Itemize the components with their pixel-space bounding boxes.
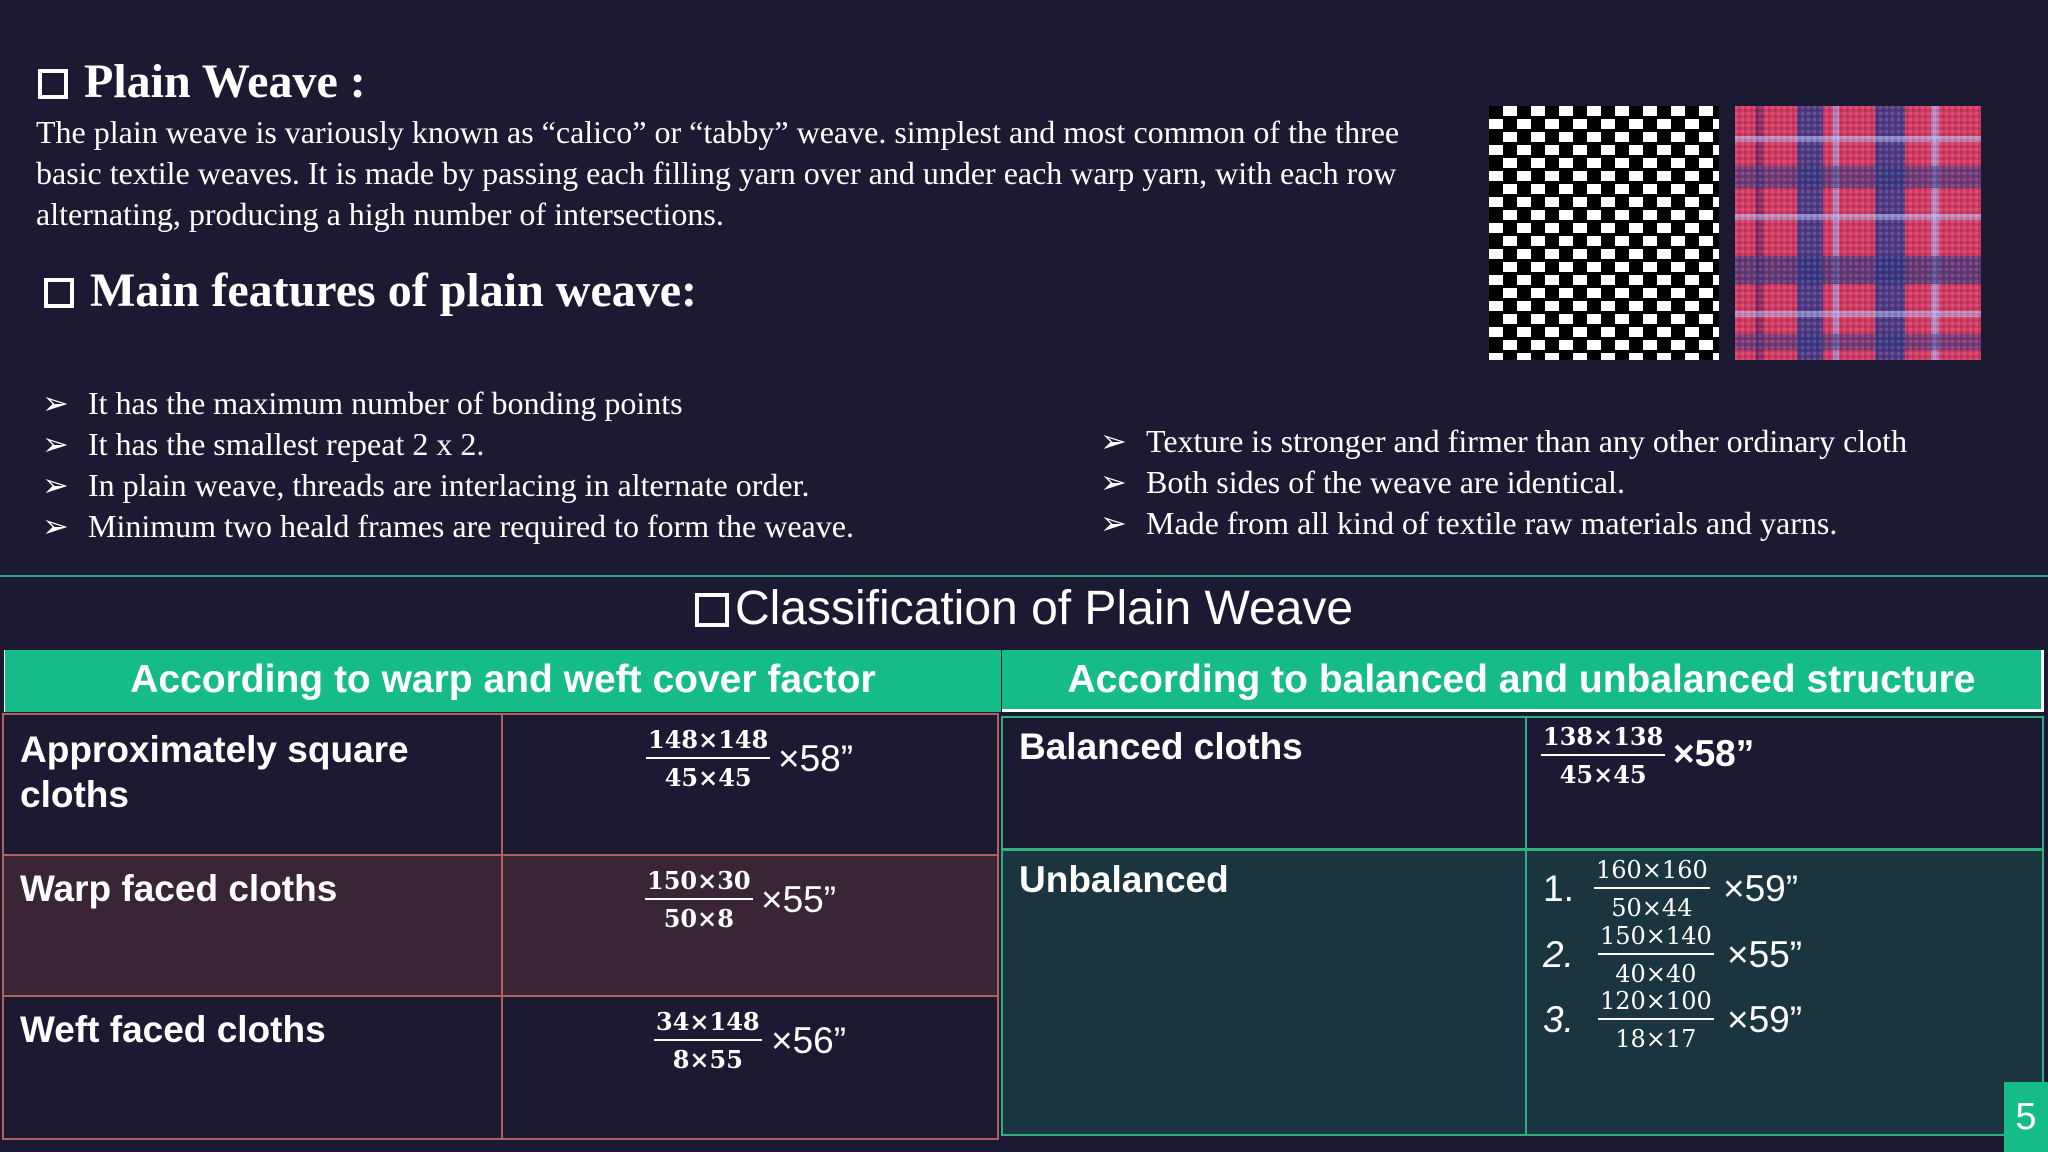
plain-weave-diagram-image	[1489, 106, 1719, 360]
arrow-bullet-icon: ➢	[1100, 423, 1127, 459]
cloth-width: ×59”	[1727, 999, 1803, 1040]
arrow-bullet-icon: ➢	[1100, 464, 1127, 500]
table-row-label-cell	[1003, 851, 1527, 1134]
classification-title: Classification of Plain Weave	[0, 580, 2048, 638]
feature-item: ➢ Made from all kind of textile raw materials and yarns.	[1100, 503, 1907, 544]
list-index: 1.	[1543, 868, 1574, 909]
weave-pattern-graphic	[1489, 106, 1719, 360]
warp-faced-label: Warp faced cloths	[20, 868, 338, 909]
plain-weave-heading	[38, 55, 366, 108]
cloth-width: ×58”	[1673, 733, 1755, 774]
table-row-value-cell	[503, 715, 997, 856]
slide-number: 5	[2004, 1082, 2048, 1152]
unbalanced-label: Unbalanced	[1019, 859, 1229, 900]
intro-line: alternating, producing a high number of intersections.	[36, 196, 724, 232]
cover-factor-table	[2, 713, 999, 1140]
table-row-value-cell	[1527, 851, 2042, 1134]
fraction: $\frac{34\times 148}{8\times 55}$	[656, 1007, 760, 1074]
features-list-right	[1100, 421, 1907, 544]
table-row-label-cell	[1003, 718, 1527, 851]
checkbox-bullet-icon	[695, 593, 729, 627]
table-row-value-cell	[503, 856, 997, 997]
arrow-bullet-icon: ➢	[42, 508, 69, 544]
arrow-bullet-icon: ➢	[42, 467, 69, 503]
fraction: $\frac{148\times 148}{45\times 45}$	[648, 725, 769, 792]
feature-item: ➢ Minimum two heald frames are required to form the weave.	[42, 506, 854, 547]
features-heading-text: Main features of plain weave:	[90, 264, 698, 317]
checkbox-bullet-icon	[44, 278, 74, 308]
table-row-label-cell	[4, 715, 503, 856]
feature-item: ➢ Both sides of the weave are identical.	[1100, 462, 1907, 503]
feature-item: ➢ It has the smallest repeat 2 x 2.	[42, 424, 854, 465]
cloth-width: ×59”	[1723, 868, 1799, 909]
table-row-label-cell	[4, 856, 503, 997]
cloth-width: ×56”	[771, 1020, 847, 1061]
features-heading	[44, 264, 698, 317]
feature-item: ➢ Texture is stronger and firmer than any other ordinary cloth	[1100, 421, 1907, 462]
cloth-width: ×58”	[778, 738, 854, 779]
plain-weave-heading-text: Plain Weave :	[84, 55, 366, 108]
fraction: $\frac{120\times 100}{18\times 17}$	[1598, 984, 1714, 1058]
cloth-width: ×55”	[761, 879, 837, 920]
arrow-bullet-icon: ➢	[1100, 505, 1127, 541]
list-index: 3.	[1543, 999, 1574, 1040]
balance-table	[1001, 716, 2044, 1136]
approx-square-label: Approximately square cloths	[20, 729, 409, 815]
table-row-value-cell	[503, 997, 997, 1138]
fraction: $\frac{150\times 30}{50\times 8}$	[647, 866, 751, 933]
cloth-width: ×55”	[1727, 934, 1803, 975]
feature-item: ➢ It has the maximum number of bonding points	[42, 383, 854, 424]
fraction: $\frac{150\times 140}{40\times 40}$	[1598, 919, 1714, 993]
fraction: $\frac{160\times 160}{50\times 44}$	[1594, 853, 1710, 927]
left-column-header: According to warp and weft cover factor	[4, 650, 1001, 712]
table-row-value-cell	[1527, 718, 2042, 851]
plaid-fabric-photo	[1735, 106, 1981, 360]
weft-faced-label: Weft faced cloths	[20, 1009, 326, 1050]
intro-line: basic textile weaves. It is made by passing each filling yarn over and under each warp yarn, with each row	[36, 155, 1397, 191]
arrow-bullet-icon: ➢	[42, 385, 69, 421]
checkbox-bullet-icon	[38, 69, 68, 99]
intro-paragraph	[36, 112, 1496, 235]
plaid-fabric-graphic	[1735, 106, 1981, 360]
right-column-header: According to balanced and unbalanced structure	[1002, 650, 2044, 712]
arrow-bullet-icon: ➢	[42, 426, 69, 462]
table-row-label-cell	[4, 997, 503, 1138]
features-list-left	[42, 383, 854, 547]
balanced-label: Balanced cloths	[1019, 726, 1303, 767]
intro-line: The plain weave is variously known as “calico” or “tabby” weave. simplest and most common of the three	[36, 114, 1400, 150]
list-index: 2.	[1543, 934, 1574, 975]
fraction: $\frac{138\times 138}{45\times 45}$	[1543, 722, 1664, 789]
feature-item: ➢ In plain weave, threads are interlacing in alternate order.	[42, 465, 854, 506]
